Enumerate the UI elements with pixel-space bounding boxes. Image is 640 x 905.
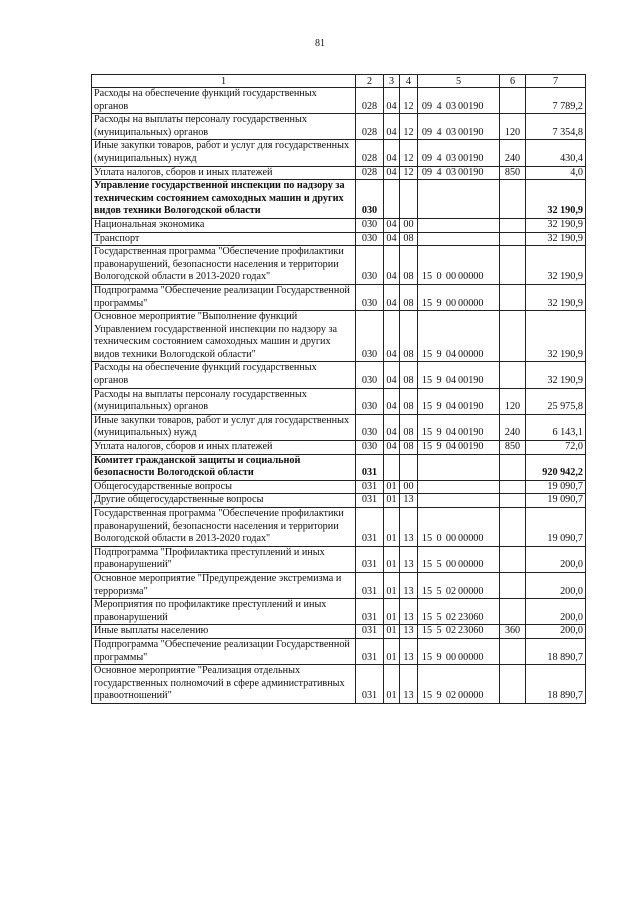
- row-section: [384, 180, 400, 219]
- row-section: 01: [384, 572, 400, 598]
- row-name: Иные выплаты населению: [92, 625, 356, 639]
- row-section: 04: [384, 362, 400, 388]
- table-row: [92, 414, 586, 440]
- target-article-part: 15: [421, 559, 433, 571]
- row-amount: 32 190,9: [526, 284, 586, 310]
- row-section: 01: [384, 546, 400, 572]
- target-article-part: 00000: [458, 348, 484, 360]
- target-article-part: 00000: [458, 271, 484, 283]
- row-section: 04: [384, 140, 400, 166]
- row-subsection: [400, 454, 418, 480]
- row-expense-type: [500, 454, 526, 480]
- column-header: 6: [500, 75, 526, 88]
- row-target-article: [418, 232, 500, 246]
- row-amount: 32 190,9: [526, 362, 586, 388]
- row-name: Другие общегосударственные вопросы: [92, 494, 356, 508]
- column-header: 5: [418, 75, 500, 88]
- row-amount: 32 190,9: [526, 218, 586, 232]
- target-article-part: 15: [421, 401, 433, 413]
- target-article-part: 15: [421, 651, 433, 663]
- row-name: Управление государственной инспекции по надзору за техническим состоянием самоходных машин и других видов техники Вологодской области: [92, 180, 356, 219]
- column-header: 7: [526, 75, 586, 88]
- row-name: Расходы на выплаты персоналу государственных (муниципальных) органов: [92, 388, 356, 414]
- row-amount: 19 090,7: [526, 494, 586, 508]
- row-section: 04: [384, 88, 400, 114]
- row-target-article: [418, 508, 500, 547]
- row-target-article: [418, 414, 500, 440]
- row-subsection: 13: [400, 572, 418, 598]
- row-amount: 4,0: [526, 166, 586, 180]
- row-expense-type: [500, 218, 526, 232]
- row-amount: 6 143,1: [526, 414, 586, 440]
- target-article-part: 00190: [458, 441, 484, 453]
- row-subsection: 08: [400, 284, 418, 310]
- target-article-part: 00190: [458, 126, 484, 138]
- row-section: 01: [384, 508, 400, 547]
- row-subsection: 08: [400, 388, 418, 414]
- table-row: [92, 441, 586, 455]
- row-grbs: 030: [356, 180, 384, 219]
- table-row: [92, 232, 586, 246]
- row-subsection: 13: [400, 638, 418, 664]
- target-article-part: 04: [445, 348, 457, 360]
- target-article-part: 15: [421, 441, 433, 453]
- row-target-article: [418, 638, 500, 664]
- target-article-part: 15: [421, 348, 433, 360]
- row-name: Иные закупки товаров, работ и услуг для государственных (муниципальных) нужд: [92, 140, 356, 166]
- row-amount: 7 789,2: [526, 88, 586, 114]
- target-article-part: 00000: [458, 297, 484, 309]
- row-target-article: [418, 362, 500, 388]
- row-subsection: 12: [400, 88, 418, 114]
- row-grbs: 028: [356, 88, 384, 114]
- row-grbs: 031: [356, 454, 384, 480]
- row-subsection: 08: [400, 414, 418, 440]
- table-row: [92, 246, 586, 285]
- table-row: [92, 454, 586, 480]
- row-name: Основное мероприятие "Выполнение функций Управлением государственной инспекции по надзору за техническим состоянием самоходных машин и других видов техники Вологодской области": [92, 311, 356, 362]
- target-article-part: 9: [436, 297, 442, 309]
- row-grbs: 031: [356, 665, 384, 704]
- table-row: [92, 494, 586, 508]
- row-target-article: [418, 114, 500, 140]
- row-amount: 200,0: [526, 599, 586, 625]
- row-grbs: 030: [356, 311, 384, 362]
- row-amount: 18 890,7: [526, 638, 586, 664]
- row-amount: 32 190,9: [526, 246, 586, 285]
- row-expense-type: 240: [500, 414, 526, 440]
- row-amount: 18 890,7: [526, 665, 586, 704]
- target-article-part: 9: [436, 651, 442, 663]
- table-row: [92, 625, 586, 639]
- row-target-article: [418, 494, 500, 508]
- row-subsection: 00: [400, 218, 418, 232]
- row-section: 01: [384, 638, 400, 664]
- target-article-part: 03: [445, 152, 457, 164]
- row-expense-type: [500, 508, 526, 547]
- row-name: Расходы на обеспечение функций государственных органов: [92, 362, 356, 388]
- target-article-part: 23060: [458, 611, 484, 623]
- row-amount: 32 190,9: [526, 311, 586, 362]
- target-article-part: 15: [421, 375, 433, 387]
- row-expense-type: 120: [500, 114, 526, 140]
- row-target-article: [418, 246, 500, 285]
- table-row: [92, 362, 586, 388]
- table-row: [92, 180, 586, 219]
- row-section: 01: [384, 665, 400, 704]
- row-subsection: 08: [400, 246, 418, 285]
- row-name: Основное мероприятие "Реализация отдельных государственных полномочий в сфере административных правоотношений": [92, 665, 356, 704]
- target-article-part: 04: [445, 375, 457, 387]
- row-grbs: 031: [356, 638, 384, 664]
- row-expense-type: [500, 572, 526, 598]
- row-grbs: 028: [356, 140, 384, 166]
- target-article-part: 09: [421, 100, 433, 112]
- row-name: Подпрограмма "Профилактика преступлений и иных правонарушений": [92, 546, 356, 572]
- row-expense-type: [500, 232, 526, 246]
- row-grbs: 028: [356, 114, 384, 140]
- target-article-part: 4: [436, 126, 442, 138]
- row-name: Комитет гражданской защиты и социальной безопасности Вологодской области: [92, 454, 356, 480]
- target-article-part: 00190: [458, 401, 484, 413]
- target-article-part: 0: [436, 533, 442, 545]
- row-grbs: 031: [356, 599, 384, 625]
- row-target-article: [418, 480, 500, 494]
- row-expense-type: 240: [500, 140, 526, 166]
- target-article-part: 02: [445, 611, 457, 623]
- row-section: 04: [384, 114, 400, 140]
- row-subsection: 12: [400, 140, 418, 166]
- table-row: [92, 480, 586, 494]
- row-name: Транспорт: [92, 232, 356, 246]
- row-target-article: [418, 311, 500, 362]
- row-subsection: [400, 180, 418, 219]
- target-article-part: 09: [421, 152, 433, 164]
- target-article-part: 03: [445, 100, 457, 112]
- target-article-part: 00000: [458, 559, 484, 571]
- row-name: Расходы на обеспечение функций государственных органов: [92, 88, 356, 114]
- row-section: [384, 454, 400, 480]
- table-row: [92, 546, 586, 572]
- row-expense-type: [500, 180, 526, 219]
- target-article-part: 15: [421, 625, 433, 637]
- column-header: 4: [400, 75, 418, 88]
- row-expense-type: 360: [500, 625, 526, 639]
- target-article-part: 15: [421, 533, 433, 545]
- row-target-article: [418, 140, 500, 166]
- row-amount: 72,0: [526, 441, 586, 455]
- row-name: Подпрограмма "Обеспечение реализации Государственной программы": [92, 284, 356, 310]
- target-article-part: 5: [436, 625, 442, 637]
- target-article-part: 5: [436, 559, 442, 571]
- row-section: 01: [384, 480, 400, 494]
- row-name: Государственная программа "Обеспечение профилактики правонарушений, безопасности населения и территории Вологодской области в 2013-2020 годах": [92, 508, 356, 547]
- target-article-part: 00: [445, 559, 457, 571]
- target-article-part: 9: [436, 441, 442, 453]
- row-subsection: 13: [400, 508, 418, 547]
- row-amount: 32 190,9: [526, 180, 586, 219]
- target-article-part: 03: [445, 166, 457, 178]
- target-article-part: 15: [421, 297, 433, 309]
- target-article-part: 5: [436, 611, 442, 623]
- row-section: 01: [384, 494, 400, 508]
- table-row: [92, 114, 586, 140]
- table-row: [92, 572, 586, 598]
- target-article-part: 23060: [458, 625, 484, 637]
- target-article-part: 4: [436, 166, 442, 178]
- row-expense-type: [500, 246, 526, 285]
- budget-table-body: [92, 88, 586, 704]
- row-name: Уплата налогов, сборов и иных платежей: [92, 441, 356, 455]
- target-article-part: 9: [436, 690, 442, 702]
- table-row: [92, 88, 586, 114]
- target-article-part: 9: [436, 348, 442, 360]
- target-article-part: 4: [436, 100, 442, 112]
- row-section: 04: [384, 441, 400, 455]
- row-name: Общегосударственные вопросы: [92, 480, 356, 494]
- row-section: 01: [384, 599, 400, 625]
- row-target-article: [418, 665, 500, 704]
- row-amount: 430,4: [526, 140, 586, 166]
- row-target-article: [418, 599, 500, 625]
- row-grbs: 031: [356, 480, 384, 494]
- target-article-part: 00000: [458, 533, 484, 545]
- target-article-part: 00000: [458, 585, 484, 597]
- target-article-part: 02: [445, 690, 457, 702]
- row-amount: 19 090,7: [526, 480, 586, 494]
- row-subsection: 13: [400, 494, 418, 508]
- row-expense-type: [500, 311, 526, 362]
- target-article-part: 04: [445, 427, 457, 439]
- target-article-part: 02: [445, 585, 457, 597]
- row-grbs: 028: [356, 166, 384, 180]
- row-subsection: 13: [400, 599, 418, 625]
- row-subsection: 08: [400, 232, 418, 246]
- row-section: 04: [384, 414, 400, 440]
- row-subsection: 13: [400, 625, 418, 639]
- row-target-article: [418, 546, 500, 572]
- target-article-part: 09: [421, 126, 433, 138]
- row-section: 04: [384, 246, 400, 285]
- row-amount: 200,0: [526, 572, 586, 598]
- row-expense-type: [500, 494, 526, 508]
- table-row: [92, 665, 586, 704]
- row-target-article: [418, 572, 500, 598]
- row-target-article: [418, 180, 500, 219]
- row-expense-type: [500, 599, 526, 625]
- row-amount: 920 942,2: [526, 454, 586, 480]
- row-subsection: 08: [400, 441, 418, 455]
- target-article-part: 00: [445, 533, 457, 545]
- row-grbs: 030: [356, 232, 384, 246]
- table-row: [92, 284, 586, 310]
- budget-table: [91, 74, 586, 704]
- table-row: [92, 218, 586, 232]
- table-row: [92, 140, 586, 166]
- row-amount: 200,0: [526, 546, 586, 572]
- row-section: 04: [384, 388, 400, 414]
- row-subsection: 12: [400, 166, 418, 180]
- target-article-part: 00190: [458, 100, 484, 112]
- target-article-part: 00000: [458, 651, 484, 663]
- row-expense-type: [500, 362, 526, 388]
- row-target-article: [418, 441, 500, 455]
- row-amount: 200,0: [526, 625, 586, 639]
- row-expense-type: 850: [500, 166, 526, 180]
- row-amount: 7 354,8: [526, 114, 586, 140]
- page-number: 81: [315, 38, 325, 49]
- row-name: Подпрограмма "Обеспечение реализации Государственной программы": [92, 638, 356, 664]
- row-amount: 19 090,7: [526, 508, 586, 547]
- target-article-part: 00: [445, 651, 457, 663]
- row-grbs: 031: [356, 546, 384, 572]
- row-name: Государственная программа "Обеспечение профилактики правонарушений, безопасности населения и территории Вологодской области в 2013-2020 годах": [92, 246, 356, 285]
- row-section: 04: [384, 284, 400, 310]
- target-article-part: 00: [445, 271, 457, 283]
- target-article-part: 9: [436, 427, 442, 439]
- table-row: [92, 166, 586, 180]
- row-grbs: 031: [356, 494, 384, 508]
- row-name: Расходы на выплаты персоналу государственных (муниципальных) органов: [92, 114, 356, 140]
- column-number-row: [92, 75, 586, 88]
- row-expense-type: 850: [500, 441, 526, 455]
- target-article-part: 9: [436, 401, 442, 413]
- row-subsection: 13: [400, 665, 418, 704]
- target-article-part: 15: [421, 611, 433, 623]
- row-target-article: [418, 88, 500, 114]
- row-grbs: 030: [356, 246, 384, 285]
- row-name: Основное мероприятие "Предупреждение экстремизма и терроризма": [92, 572, 356, 598]
- target-article-part: 00190: [458, 152, 484, 164]
- row-subsection: 13: [400, 546, 418, 572]
- target-article-part: 4: [436, 152, 442, 164]
- column-header: 1: [92, 75, 356, 88]
- row-target-article: [418, 218, 500, 232]
- row-expense-type: [500, 480, 526, 494]
- column-header: 3: [384, 75, 400, 88]
- target-article-part: 00000: [458, 690, 484, 702]
- row-grbs: 031: [356, 625, 384, 639]
- row-expense-type: [500, 665, 526, 704]
- row-target-article: [418, 284, 500, 310]
- row-section: 04: [384, 166, 400, 180]
- row-section: 04: [384, 311, 400, 362]
- table-row: [92, 388, 586, 414]
- target-article-part: 15: [421, 585, 433, 597]
- row-target-article: [418, 454, 500, 480]
- row-expense-type: 120: [500, 388, 526, 414]
- target-article-part: 15: [421, 427, 433, 439]
- row-expense-type: [500, 638, 526, 664]
- column-header: 2: [356, 75, 384, 88]
- row-grbs: 030: [356, 218, 384, 232]
- row-grbs: 030: [356, 441, 384, 455]
- row-grbs: 031: [356, 508, 384, 547]
- row-subsection: 12: [400, 114, 418, 140]
- row-grbs: 030: [356, 284, 384, 310]
- row-amount: 32 190,9: [526, 232, 586, 246]
- row-grbs: 030: [356, 388, 384, 414]
- row-amount: 25 975,8: [526, 388, 586, 414]
- row-grbs: 030: [356, 414, 384, 440]
- table-row: [92, 599, 586, 625]
- row-expense-type: [500, 88, 526, 114]
- row-section: 04: [384, 232, 400, 246]
- row-name: Национальная экономика: [92, 218, 356, 232]
- target-article-part: 00190: [458, 427, 484, 439]
- target-article-part: 00: [445, 297, 457, 309]
- row-name: Иные закупки товаров, работ и услуг для государственных (муниципальных) нужд: [92, 414, 356, 440]
- row-target-article: [418, 388, 500, 414]
- row-target-article: [418, 625, 500, 639]
- target-article-part: 15: [421, 690, 433, 702]
- row-subsection: 08: [400, 362, 418, 388]
- target-article-part: 15: [421, 271, 433, 283]
- target-article-part: 00190: [458, 166, 484, 178]
- target-article-part: 00190: [458, 375, 484, 387]
- row-expense-type: [500, 546, 526, 572]
- row-subsection: 00: [400, 480, 418, 494]
- row-section: 04: [384, 218, 400, 232]
- row-grbs: 030: [356, 362, 384, 388]
- target-article-part: 04: [445, 441, 457, 453]
- row-expense-type: [500, 284, 526, 310]
- target-article-part: 0: [436, 271, 442, 283]
- target-article-part: 03: [445, 126, 457, 138]
- row-subsection: 08: [400, 311, 418, 362]
- target-article-part: 02: [445, 625, 457, 637]
- row-name: Мероприятия по профилактике преступлений и иных правонарушений: [92, 599, 356, 625]
- row-target-article: [418, 166, 500, 180]
- target-article-part: 04: [445, 401, 457, 413]
- row-grbs: 031: [356, 572, 384, 598]
- target-article-part: 09: [421, 166, 433, 178]
- target-article-part: 9: [436, 375, 442, 387]
- target-article-part: 5: [436, 585, 442, 597]
- table-row: [92, 311, 586, 362]
- table-row: [92, 638, 586, 664]
- table-row: [92, 508, 586, 547]
- row-section: 01: [384, 625, 400, 639]
- row-name: Уплата налогов, сборов и иных платежей: [92, 166, 356, 180]
